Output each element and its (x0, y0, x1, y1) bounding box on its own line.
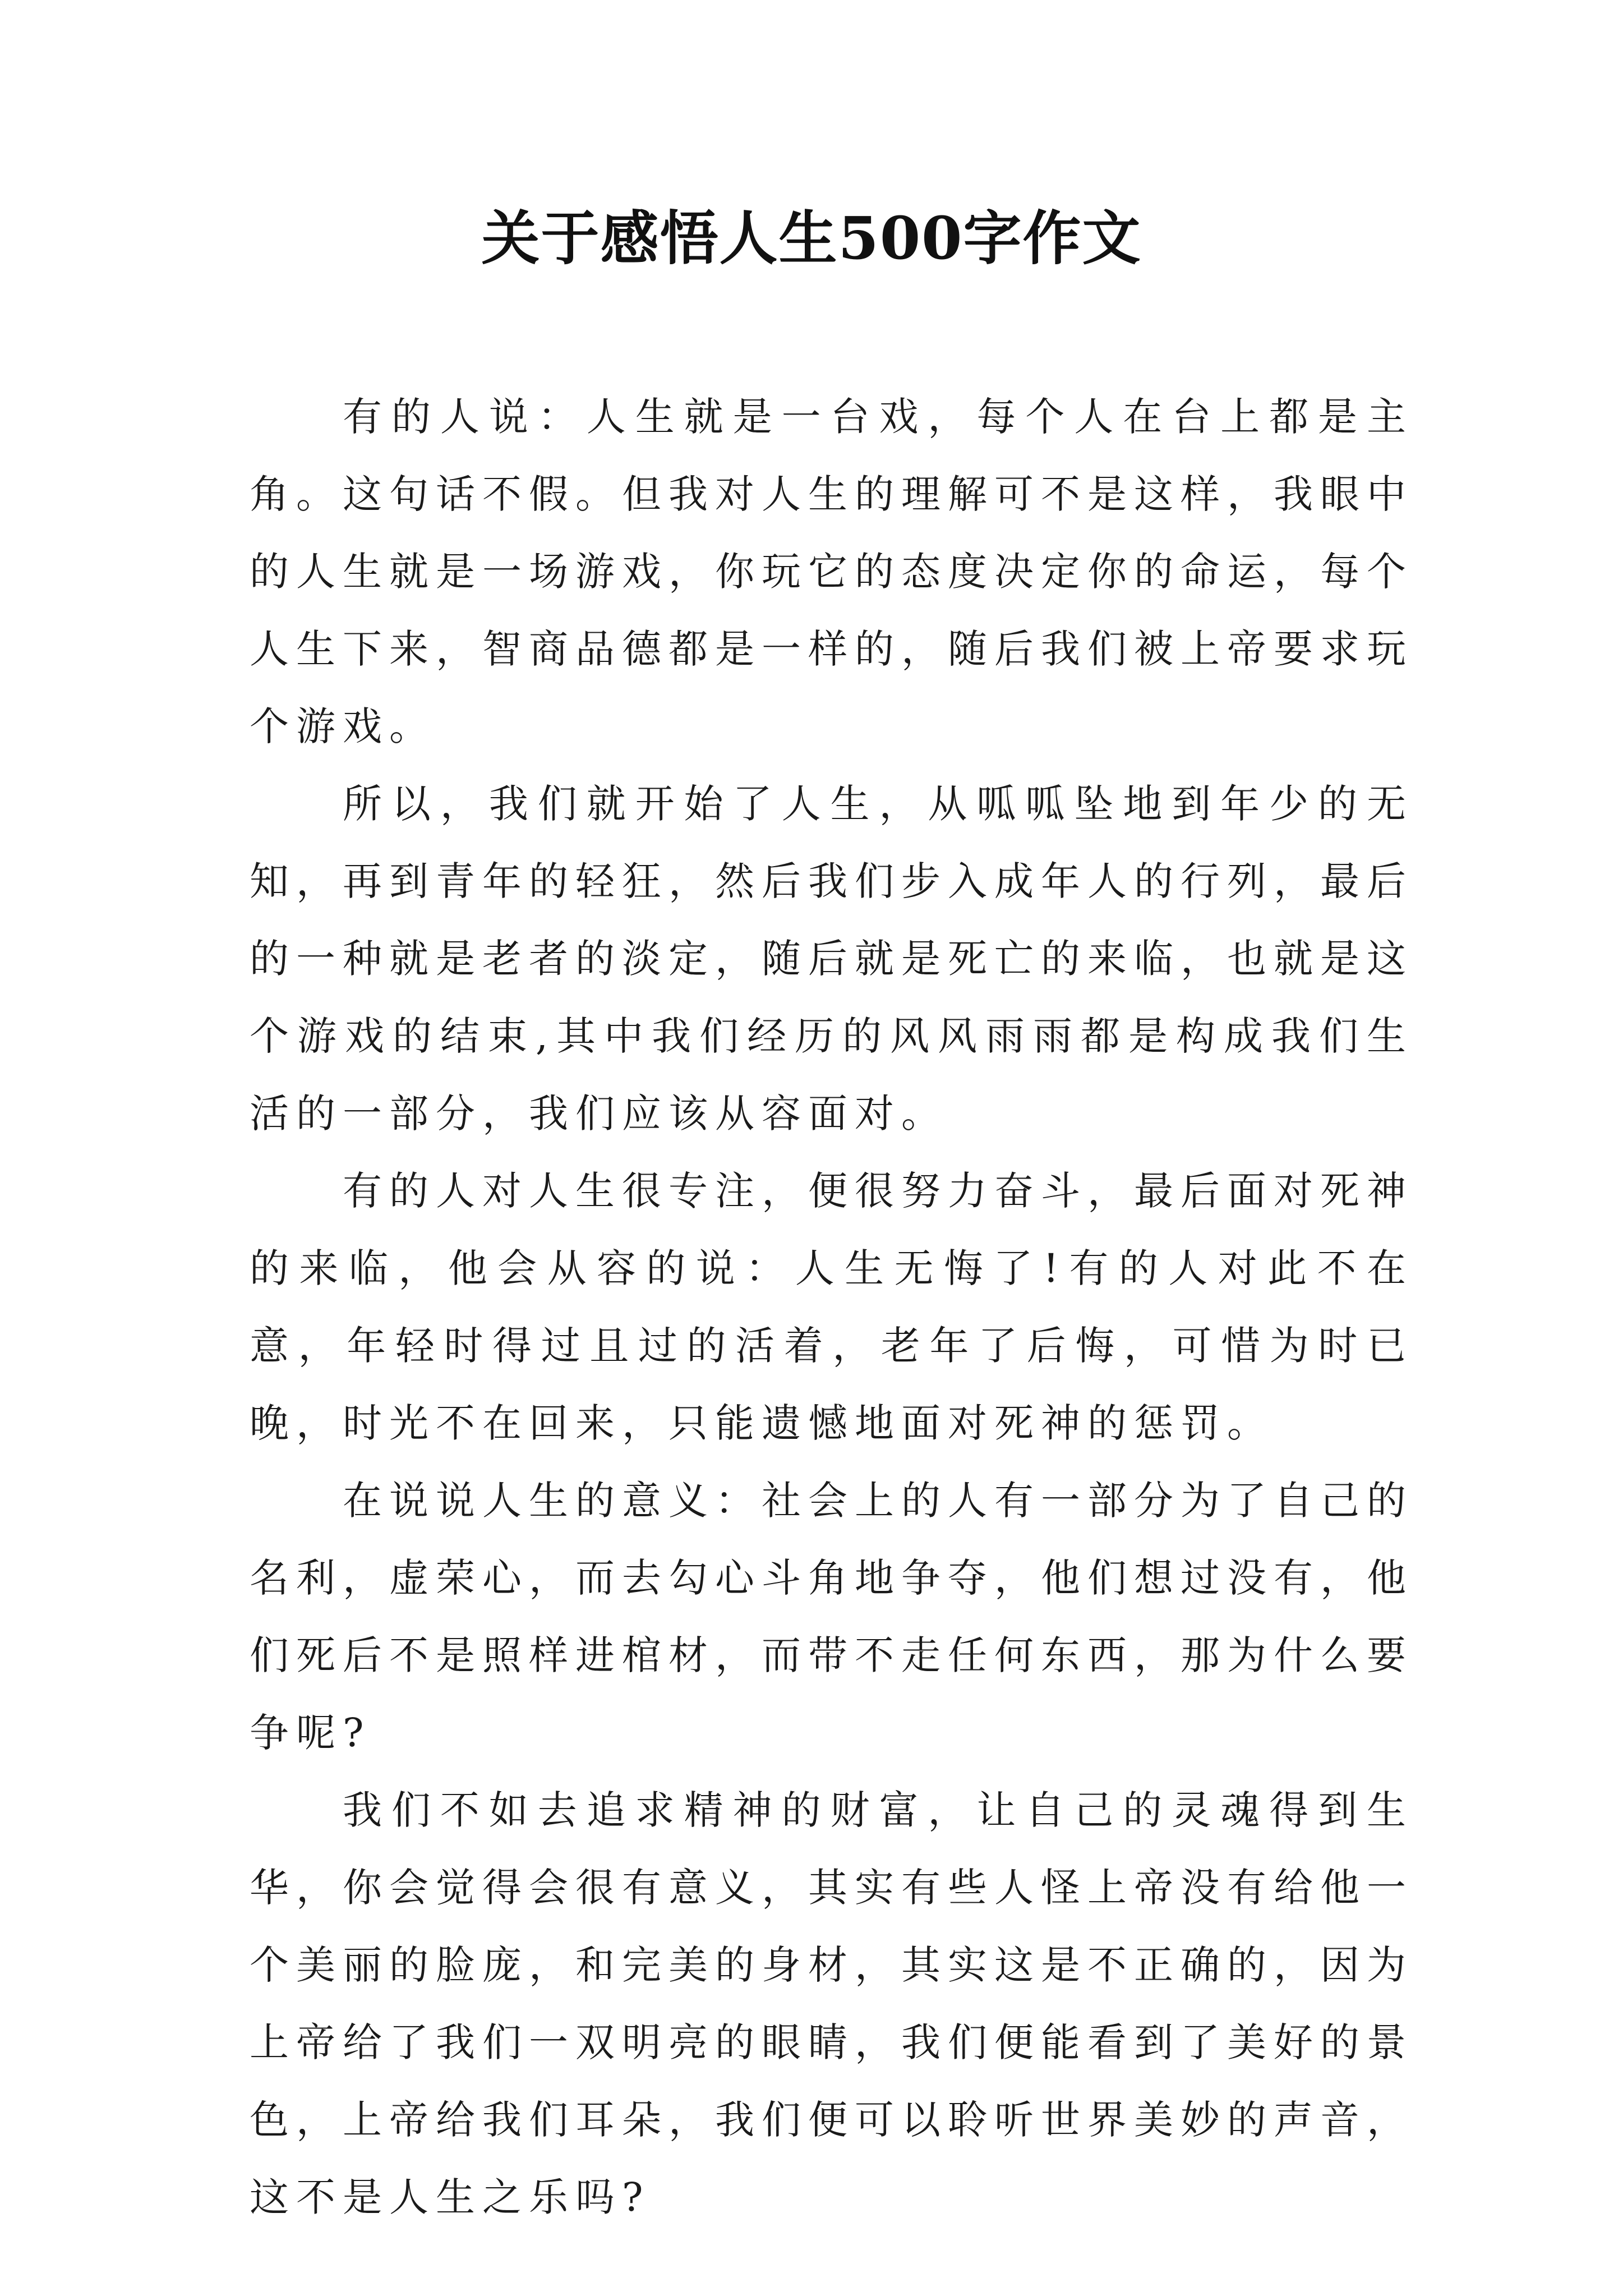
document-title: 关于感悟人生500字作文 (481, 204, 1142, 273)
paragraph-1: 有的人说：人生就是一台戏，每个人在台上都是主角。这句话不假。但我对人生的理解可不是这样，我眼中的人生就是一场游戏，你玩它的态度决定你的命运，每个人生下来，智商品德都是一样的，随后我们被上帝要求玩个游戏。 (250, 394, 1413, 749)
paragraph-5: 我们不如去追求精神的财富，让自己的灵魂得到生华，你会觉得会很有意义，其实有些人怪上帝没有给他一个美丽的脸庞，和完美的身材，其实这是不正确的，因为上帝给了我们一双明亮的眼睛，我们便能看到了美好的景色，上帝给我们耳朵，我们便可以聆听世界美妙的声音，这不是人生之乐吗? (250, 1787, 1413, 2220)
document-body (250, 378, 1413, 2236)
paragraph-4: 在说说人生的意义：社会上的人有一部分为了自己的名利，虚荣心，而去勾心斗角地争夺，他们想过没有，他们死后不是照样进棺材，而带不走任何东西，那为什么要争呢? (250, 1478, 1413, 1756)
paragraph-2: 所以，我们就开始了人生，从呱呱坠地到年少的无知，再到青年的轻狂，然后我们步入成年人的行列，最后的一种就是老者的淡定，随后就是死亡的来临，也就是这个游戏的结束,其中我们经历的风风雨雨都是构成我们生活的一部分，我们应该从容面对。 (250, 781, 1413, 1137)
paragraph-3: 有的人对人生很专注，便很努力奋斗，最后面对死神的来临，他会从容的说：人生无悔了!有的人对此不在意，年轻时得过且过的活着，老年了后悔，可惜为时已晚，时光不在回来，只能遗憾地面对死神的惩罚。 (250, 1168, 1413, 1446)
